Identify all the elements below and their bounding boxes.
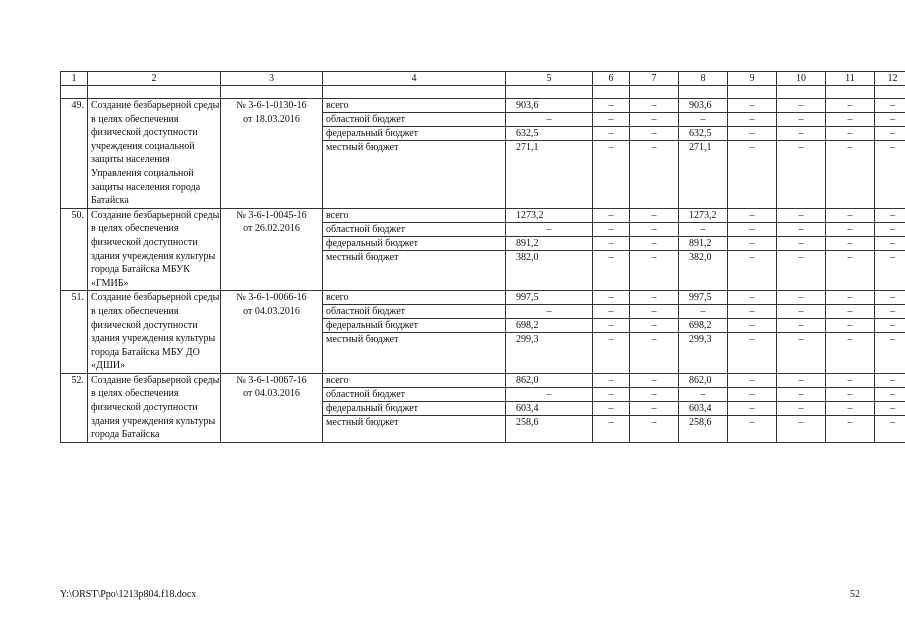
value-cell: – <box>608 251 614 263</box>
value-cell: – <box>608 334 614 346</box>
value-cell: 382,0 <box>516 251 539 263</box>
row-number: 49. <box>61 99 88 209</box>
spacer-cell <box>728 86 777 99</box>
value-cell: – <box>651 334 657 346</box>
funding-source-label: федеральный бюджет <box>323 237 505 251</box>
value-cell: – <box>728 113 776 127</box>
value-cell: – <box>826 113 874 127</box>
value-cell: – <box>593 319 629 333</box>
value-cell: – <box>593 291 629 305</box>
funding-sources <box>323 291 506 374</box>
value-cell: – <box>890 251 895 263</box>
value-cell: – <box>506 305 592 319</box>
value-cell: 997,5 <box>506 291 592 305</box>
value-cell: – <box>593 237 629 251</box>
value-cell: – <box>777 99 825 113</box>
value-cell: – <box>847 142 853 153</box>
value-cell: – <box>630 99 678 113</box>
spacer-cell <box>221 86 323 99</box>
column-header-5: 5 <box>506 72 593 86</box>
table-row <box>61 373 905 442</box>
value-cell: – <box>847 416 853 428</box>
table-row <box>61 99 905 209</box>
value-column-10 <box>777 373 826 442</box>
value-column-5 <box>506 208 593 291</box>
value-cell: – <box>875 113 905 127</box>
value-cell: – <box>651 142 657 153</box>
document-number: № 3-6-1-0066-16 <box>236 292 307 304</box>
value-cell: – <box>875 127 905 141</box>
spacer-cell <box>61 86 88 99</box>
value-cell: – <box>679 223 727 237</box>
column-header-11: 11 <box>826 72 875 86</box>
funding-source-label: областной бюджет <box>323 388 505 402</box>
spacer-cell <box>826 86 875 99</box>
value-cell: – <box>728 388 776 402</box>
value-cell: – <box>630 127 678 141</box>
row-number: 51. <box>61 291 88 374</box>
value-cell: – <box>728 99 776 113</box>
value-cell: – <box>798 334 804 346</box>
value-cell: – <box>630 319 678 333</box>
value-cell: – <box>826 223 874 237</box>
value-column-8 <box>679 208 728 291</box>
funding-source-label: областной бюджет <box>323 305 505 319</box>
value-column-12 <box>875 373 905 442</box>
row-number: 52. <box>61 373 88 442</box>
value-cell: – <box>749 416 755 428</box>
value-cell: – <box>593 223 629 237</box>
funding-source-label: федеральный бюджет <box>323 402 505 416</box>
value-cell: – <box>630 223 678 237</box>
funding-source-label: всего <box>323 291 505 305</box>
value-cell: – <box>749 334 755 346</box>
value-cell: – <box>728 319 776 333</box>
value-cell: – <box>506 113 592 127</box>
value-cell: – <box>506 223 592 237</box>
value-cell: – <box>506 388 592 402</box>
value-cell: – <box>826 291 874 305</box>
value-cell: – <box>847 251 853 263</box>
value-column-11 <box>826 99 875 209</box>
spacer-cell <box>630 86 679 99</box>
column-header-12: 12 <box>875 72 905 86</box>
value-cell: 862,0 <box>679 374 727 388</box>
file-path: Y:\ORST\Ppo\1213p804.f18.docx <box>60 589 197 600</box>
document-reference <box>221 291 323 374</box>
value-cell: – <box>826 127 874 141</box>
value-cell: – <box>875 402 905 416</box>
value-cell: – <box>728 402 776 416</box>
value-column-6 <box>593 373 630 442</box>
spacer-row <box>61 86 905 99</box>
value-cell: – <box>826 209 874 223</box>
column-header-8: 8 <box>679 72 728 86</box>
value-column-5 <box>506 99 593 209</box>
value-cell: – <box>798 251 804 263</box>
document-number: № 3-6-1-0067-16 <box>236 374 307 386</box>
value-cell: – <box>728 374 776 388</box>
value-cell: – <box>651 251 657 263</box>
value-cell: 1273,2 <box>506 209 592 223</box>
funding-sources <box>323 99 506 209</box>
value-cell: 1273,2 <box>679 209 727 223</box>
spacer-cell <box>323 86 506 99</box>
funding-source-label: местный бюджет <box>326 142 399 153</box>
funding-source-label: областной бюджет <box>323 113 505 127</box>
value-column-5 <box>506 291 593 374</box>
value-cell: – <box>890 142 895 153</box>
table-row <box>61 291 905 374</box>
column-header-1: 1 <box>61 72 88 86</box>
value-column-7 <box>630 373 679 442</box>
value-column-7 <box>630 291 679 374</box>
budget-table <box>60 71 905 443</box>
value-cell: – <box>826 237 874 251</box>
value-cell: – <box>630 113 678 127</box>
funding-source-label: всего <box>323 99 505 113</box>
funding-source-label: всего <box>323 374 505 388</box>
value-column-6 <box>593 208 630 291</box>
value-cell: 903,6 <box>679 99 727 113</box>
value-column-9 <box>728 99 777 209</box>
value-cell: – <box>593 374 629 388</box>
value-cell: 632,5 <box>506 127 592 141</box>
value-cell: – <box>798 416 804 428</box>
value-column-5 <box>506 373 593 442</box>
value-cell: – <box>777 127 825 141</box>
document-date: от 04.03.2016 <box>243 388 300 400</box>
value-cell: – <box>875 374 905 388</box>
value-cell: – <box>826 374 874 388</box>
value-column-10 <box>777 208 826 291</box>
document-number: № 3-6-1-0130-16 <box>236 100 307 111</box>
measure-title: Создание безбарьерной среды в целях обеспечения физической доступности учреждения социальной защиты населения Управления социальной защиты населения города Батайска <box>88 99 221 209</box>
funding-source-label: местный бюджет <box>326 251 399 263</box>
value-cell: – <box>875 223 905 237</box>
value-column-6 <box>593 291 630 374</box>
value-cell: – <box>875 209 905 223</box>
document-reference <box>221 373 323 442</box>
measure-title: Создание безбарьерной среды в целях обеспечения физической доступности здания учреждения культуры города Батайска МБУ ДО «ДШИ» <box>88 291 221 374</box>
value-cell: – <box>875 319 905 333</box>
value-cell: – <box>630 291 678 305</box>
value-cell: 603,4 <box>679 402 727 416</box>
value-cell: – <box>630 305 678 319</box>
value-cell: – <box>826 402 874 416</box>
value-cell: – <box>777 209 825 223</box>
value-cell: – <box>728 291 776 305</box>
value-cell: 258,6 <box>516 416 539 428</box>
funding-sources <box>323 208 506 291</box>
value-cell: – <box>777 374 825 388</box>
value-cell: 632,5 <box>679 127 727 141</box>
funding-source-label: федеральный бюджет <box>323 127 505 141</box>
value-cell: – <box>875 291 905 305</box>
column-number-row <box>61 72 905 86</box>
value-column-9 <box>728 208 777 291</box>
value-cell: – <box>890 334 895 346</box>
value-cell: – <box>749 251 755 263</box>
value-cell: – <box>875 305 905 319</box>
value-cell: – <box>651 416 657 428</box>
value-column-8 <box>679 291 728 374</box>
value-cell: – <box>798 142 804 153</box>
spacer-cell <box>593 86 630 99</box>
value-cell: 903,6 <box>506 99 592 113</box>
document-date: от 26.02.2016 <box>243 223 300 235</box>
value-cell: – <box>679 113 727 127</box>
measure-title: Создание безбарьерной среды в целях обеспечения физической доступности здания учреждения культуры города Батайска МБУК «ГМИБ» <box>88 208 221 291</box>
value-cell: 891,2 <box>506 237 592 251</box>
value-cell: – <box>593 127 629 141</box>
funding-source-label: местный бюджет <box>326 334 399 346</box>
value-cell: – <box>847 334 853 346</box>
funding-sources <box>323 373 506 442</box>
funding-source-label: областной бюджет <box>323 223 505 237</box>
value-column-9 <box>728 373 777 442</box>
value-column-11 <box>826 373 875 442</box>
column-header-7: 7 <box>630 72 679 86</box>
column-header-2: 2 <box>88 72 221 86</box>
value-cell: – <box>826 99 874 113</box>
value-column-8 <box>679 373 728 442</box>
column-header-6: 6 <box>593 72 630 86</box>
value-column-6 <box>593 99 630 209</box>
value-cell: – <box>826 388 874 402</box>
value-column-8 <box>679 99 728 209</box>
measure-title: Создание безбарьерной среды в целях обеспечения физической доступности здания учреждения культуры города Батайска <box>88 373 221 442</box>
value-cell: – <box>593 305 629 319</box>
value-cell: – <box>826 319 874 333</box>
table-row <box>61 208 905 291</box>
value-cell: 862,0 <box>506 374 592 388</box>
value-cell: – <box>728 127 776 141</box>
funding-source-label: федеральный бюджет <box>323 319 505 333</box>
value-cell: 299,3 <box>689 334 712 346</box>
value-cell: – <box>593 99 629 113</box>
value-cell: – <box>728 209 776 223</box>
document-reference <box>221 208 323 291</box>
spacer-cell <box>875 86 905 99</box>
value-cell: – <box>777 223 825 237</box>
value-cell: – <box>875 99 905 113</box>
value-column-9 <box>728 291 777 374</box>
value-column-10 <box>777 291 826 374</box>
spacer-cell <box>88 86 221 99</box>
value-cell: – <box>777 388 825 402</box>
value-cell: – <box>728 237 776 251</box>
value-cell: – <box>728 223 776 237</box>
value-cell: – <box>749 142 755 153</box>
value-column-11 <box>826 208 875 291</box>
value-column-12 <box>875 99 905 209</box>
value-cell: – <box>777 113 825 127</box>
value-cell: – <box>593 113 629 127</box>
value-cell: 698,2 <box>506 319 592 333</box>
value-cell: – <box>777 291 825 305</box>
value-cell: – <box>826 305 874 319</box>
spacer-cell <box>679 86 728 99</box>
row-number: 50. <box>61 208 88 291</box>
value-cell: – <box>630 237 678 251</box>
value-cell: – <box>875 237 905 251</box>
value-cell: – <box>875 388 905 402</box>
value-cell: – <box>630 402 678 416</box>
document-date: от 04.03.2016 <box>243 305 300 317</box>
value-cell: – <box>777 305 825 319</box>
column-header-9: 9 <box>728 72 777 86</box>
value-column-10 <box>777 99 826 209</box>
value-cell: – <box>593 209 629 223</box>
value-cell: – <box>630 374 678 388</box>
value-cell: 603,4 <box>506 402 592 416</box>
column-header-3: 3 <box>221 72 323 86</box>
value-cell: 698,2 <box>679 319 727 333</box>
value-column-12 <box>875 291 905 374</box>
value-cell: – <box>679 388 727 402</box>
page-number: 52 <box>850 589 860 600</box>
value-cell: – <box>608 142 614 153</box>
funding-source-label: местный бюджет <box>326 416 399 428</box>
value-cell: 271,1 <box>516 142 539 153</box>
value-cell: – <box>593 402 629 416</box>
value-cell: – <box>630 209 678 223</box>
column-header-10: 10 <box>777 72 826 86</box>
value-column-7 <box>630 99 679 209</box>
value-cell: – <box>777 319 825 333</box>
value-cell: – <box>630 388 678 402</box>
value-cell: – <box>728 305 776 319</box>
value-cell: 271,1 <box>689 142 712 153</box>
value-cell: 299,3 <box>516 334 539 346</box>
spacer-cell <box>506 86 593 99</box>
value-cell: – <box>777 402 825 416</box>
value-cell: 382,0 <box>689 251 712 263</box>
value-column-7 <box>630 208 679 291</box>
value-cell: 997,5 <box>679 291 727 305</box>
column-header-4: 4 <box>323 72 506 86</box>
value-cell: – <box>679 305 727 319</box>
document-date: от 18.03.2016 <box>243 113 300 125</box>
value-cell: 258,6 <box>689 416 712 428</box>
value-column-11 <box>826 291 875 374</box>
value-cell: – <box>777 237 825 251</box>
spacer-cell <box>777 86 826 99</box>
document-reference <box>221 99 323 209</box>
value-cell: – <box>593 388 629 402</box>
value-cell: – <box>608 416 614 428</box>
document-number: № 3-6-1-0045-16 <box>236 209 307 221</box>
value-cell: 891,2 <box>679 237 727 251</box>
value-cell: – <box>890 416 895 428</box>
value-column-12 <box>875 208 905 291</box>
funding-source-label: всего <box>323 209 505 223</box>
